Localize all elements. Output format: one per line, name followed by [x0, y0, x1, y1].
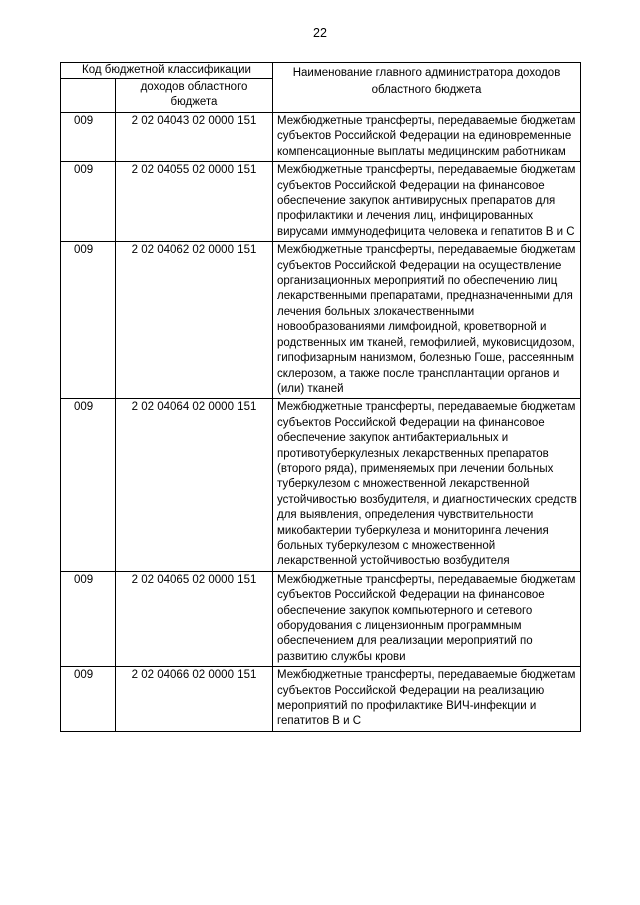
header-revenue-code: доходов областного бюджета: [116, 79, 273, 113]
header-budget-classification-code: Код бюджетной классификации: [61, 63, 273, 79]
table-row: [61, 242, 581, 399]
table-row: [61, 162, 581, 242]
admin-code-cell: 009: [61, 113, 116, 162]
header-admin-empty: [61, 79, 116, 113]
revenue-code-cell: 2 02 04064 02 0000 151: [116, 399, 273, 571]
header-administrator-name: Наименование главного администратора доходов областного бюджета: [273, 63, 581, 113]
administrator-name-cell: Межбюджетные трансферты, передаваемые бюджетам субъектов Российской Федерации на осуществление организационных мероприятий по обеспечению лиц лекарственными препаратами, предназначенными для лечения больных злокачественными новообразованиями лимфоидной, кроветворной и родственных им тканей, гемофилией, муковисцидозом, гипофизарным нанизмом, болезнью Гоше, рассеянным склерозом, а также после трансплантации органов и (или) тканей: [273, 242, 581, 399]
revenue-code-cell: 2 02 04062 02 0000 151: [116, 242, 273, 399]
revenue-code-cell: 2 02 04043 02 0000 151: [116, 113, 273, 162]
admin-code-cell: 009: [61, 242, 116, 399]
revenue-code-cell: 2 02 04065 02 0000 151: [116, 571, 273, 666]
table-row: [61, 399, 581, 571]
administrator-name-cell: Межбюджетные трансферты, передаваемые бюджетам субъектов Российской Федерации на финансовое обеспечение закупок антибактериальных и противотуберкулезных лекарственных препаратов (второго ряда), применяемых при лечении больных туберкулезом с множественной лекарственной устойчивостью возбудителя, и диагностических средств для выявления, определения чувствительности микобактерии туберкулеза и мониторинга лечения больных туберкулезом с множественной лекарственной устойчивостью возбудителя: [273, 399, 581, 571]
admin-code-cell: 009: [61, 571, 116, 666]
admin-code-cell: 009: [61, 162, 116, 242]
table-row: [61, 113, 581, 162]
administrator-name-cell: Межбюджетные трансферты, передаваемые бюджетам субъектов Российской Федерации на единовременные компенсационные выплаты медицинским работникам: [273, 113, 581, 162]
admin-code-cell: 009: [61, 399, 116, 571]
budget-classification-table: [60, 62, 581, 732]
admin-code-cell: 009: [61, 667, 116, 732]
table-row: [61, 571, 581, 666]
revenue-code-cell: 2 02 04066 02 0000 151: [116, 667, 273, 732]
page-number: 22: [313, 26, 327, 40]
table-row: [61, 667, 581, 732]
revenue-code-cell: 2 02 04055 02 0000 151: [116, 162, 273, 242]
administrator-name-cell: Межбюджетные трансферты, передаваемые бюджетам субъектов Российской Федерации на финансовое обеспечение закупок компьютерного и сетевого оборудования с лицензионным программным обеспечением для реализации мероприятий по развитию службы крови: [273, 571, 581, 666]
administrator-name-cell: Межбюджетные трансферты, передаваемые бюджетам субъектов Российской Федерации на финансовое обеспечение закупок антивирусных препаратов для профилактики и лечения лиц, инфицированных вирусами иммунодефицита человека и гепатитов В и С: [273, 162, 581, 242]
header-row-group: [61, 63, 581, 79]
administrator-name-cell: Межбюджетные трансферты, передаваемые бюджетам субъектов Российской Федерации на реализацию мероприятий по профилактике ВИЧ-инфекции и гепатитов В и С: [273, 667, 581, 732]
